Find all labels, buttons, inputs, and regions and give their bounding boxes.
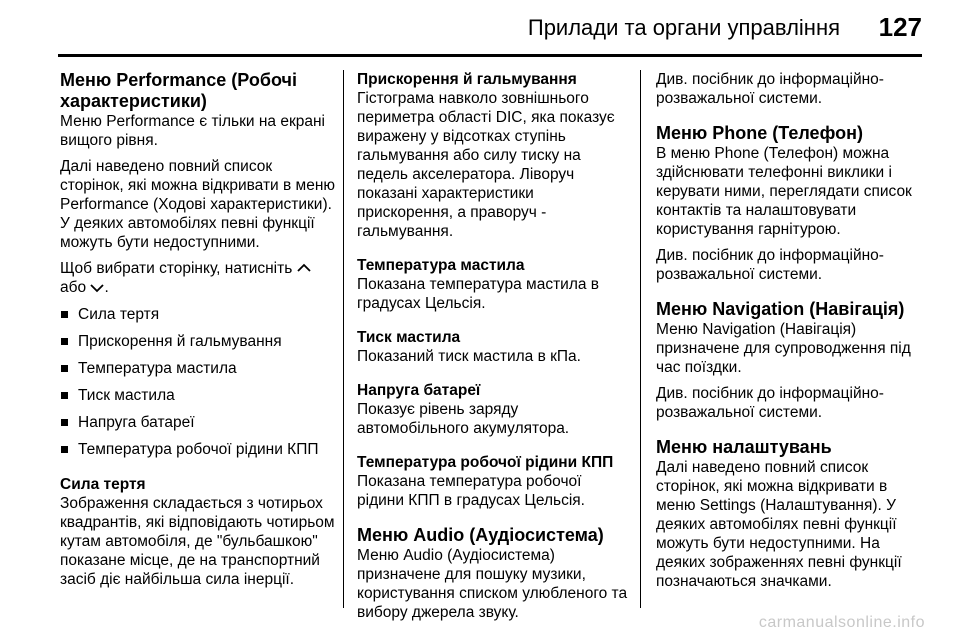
- performance-pages-text: Далі наведено повний список сторінок, які можна відкривати в меню Performance (Ходові характеристики). У деяких автомобілях певні функції можуть бути недоступними.: [60, 158, 336, 251]
- list-item-label: Тиск мастила: [78, 386, 175, 404]
- list-item-label: Прискорення й гальмування: [78, 332, 282, 350]
- page-header: [0, 0, 960, 56]
- friction-text: Зображення складається з чотирьох квадрантів, які відповідають чотирьом кутам автомобіля, де "бульбашкою" показане місце, де на транспортний засіб діє найбільша сила інерції.: [60, 494, 335, 588]
- watermark: carmanualsonline.info: [758, 614, 925, 631]
- settings-menu-heading: Меню налаштувань: [656, 437, 832, 457]
- page-number: 127: [878, 12, 922, 42]
- column-1: [60, 70, 335, 596]
- column-2: [357, 70, 629, 629]
- phone-menu-heading: Меню Phone (Телефон): [656, 123, 863, 143]
- oil-temp-text: Показана температура мастила в градусах Цельсія.: [357, 276, 600, 312]
- page-select-instruction: [60, 259, 335, 298]
- column-3: [656, 70, 926, 598]
- list-item: [60, 332, 335, 351]
- chevron-up-icon: [297, 259, 311, 278]
- bullet-icon: [61, 446, 68, 453]
- chevron-down-icon: [90, 279, 104, 298]
- performance-menu-heading: Меню Performance (Робочі характеристики): [60, 70, 297, 111]
- header-title: Прилади та органи управління: [527, 15, 840, 40]
- battery-voltage-text: Показує рівень заряду автомобільного акумулятора.: [357, 401, 570, 437]
- list-item: [60, 305, 335, 324]
- trans-fluid-heading: Температура робочої рідини КПП: [357, 454, 614, 471]
- list-item-label: Температура мастила: [78, 359, 237, 377]
- list-item: [60, 413, 335, 432]
- bullet-icon: [61, 392, 68, 399]
- instruction-or: або: [60, 279, 87, 297]
- navigation-menu-heading: Меню Navigation (Навігація): [656, 299, 905, 319]
- performance-intro: Меню Performance є тільки на екрані вищого рівня.: [60, 113, 325, 149]
- list-item-label: Сила тертя: [78, 305, 160, 323]
- list-item: [60, 386, 335, 405]
- instruction-text: Щоб вибрати сторінку, натисніть: [60, 260, 293, 277]
- bullet-icon: [61, 419, 68, 426]
- header-divider: [58, 54, 922, 57]
- instruction-end: .: [104, 279, 109, 297]
- bullet-icon: [61, 311, 68, 318]
- settings-menu-text: Далі наведено повний список сторінок, які можна відкривати в меню Settings (Налаштування). У деяких автомобілях певні функції можуть бути недоступними. На деяких зображеннях певні функції позначаються значками.: [656, 459, 902, 590]
- list-item: [60, 440, 335, 459]
- list-item-label: Температура робочої рідини КПП: [78, 440, 319, 458]
- accel-brake-text: Гістограма навколо зовнішнього периметра області DIC, яка показує виражену у відсотках ступінь гальмування або силу тиску на педель акселератора. Ліворуч показані характеристики прискорення, а праворуч - гальмування.: [357, 90, 615, 240]
- friction-heading: Сила тертя: [60, 475, 146, 493]
- list-item: [60, 359, 335, 378]
- oil-pressure-heading: Тиск мастила: [357, 329, 461, 346]
- audio-menu-heading: Меню Audio (Аудіосистема): [357, 525, 604, 545]
- list-item-label: Напруга батареї: [78, 413, 195, 431]
- infotainment-reference: Див. посібник до інформаційно-розважальної системи.: [656, 385, 884, 421]
- column-divider-1: [343, 70, 344, 608]
- oil-pressure-text: Показаний тиск мастила в кПа.: [357, 348, 581, 365]
- audio-menu-text: Меню Audio (Аудіосистема) призначене для пошуку музики, користування списком улюбленого та вибору джерела звуку.: [357, 547, 628, 621]
- performance-pages-list: [60, 305, 335, 459]
- trans-fluid-text: Показана температура робочої рідини КПП в градусах Цельсія.: [357, 473, 585, 509]
- oil-temp-heading: Температура мастила: [357, 257, 525, 274]
- battery-voltage-heading: Напруга батареї: [357, 382, 481, 399]
- bullet-icon: [61, 338, 68, 345]
- infotainment-reference: Див. посібник до інформаційно-розважальної системи.: [656, 247, 884, 283]
- navigation-menu-text: Меню Navigation (Навігація) призначене для супроводження під час поїздки.: [656, 321, 911, 376]
- phone-menu-text: В меню Phone (Телефон) можна здійснювати телефонні виклики і керувати ними, переглядати список контактів та налаштовувати користування гарнітурою.: [656, 145, 912, 238]
- infotainment-reference: Див. посібник до інформаційно-розважальної системи.: [656, 71, 884, 107]
- accel-brake-heading: Прискорення й гальмування: [357, 71, 577, 88]
- column-divider-2: [640, 70, 641, 608]
- bullet-icon: [61, 365, 68, 372]
